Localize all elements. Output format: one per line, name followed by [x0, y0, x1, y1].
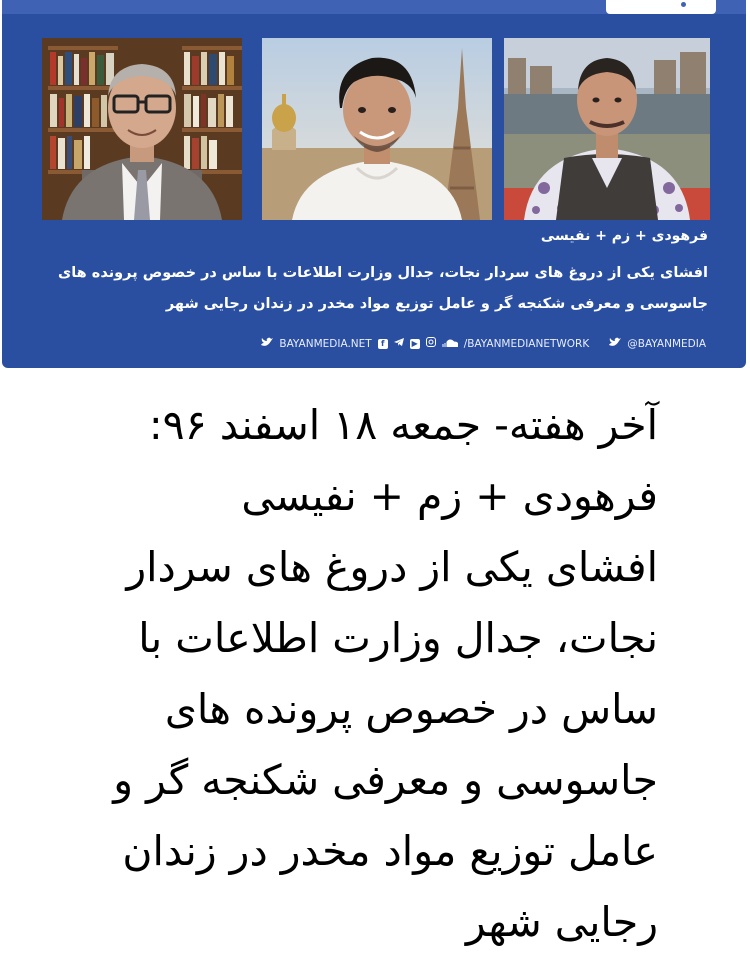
soundcloud-icon[interactable] — [442, 338, 458, 350]
youtube-icon[interactable]: ▶ — [411, 338, 418, 348]
top-card — [606, 0, 716, 14]
caption-line: رجایی شهر — [465, 898, 658, 946]
banner-headline-line: افشای یکی از دروغ های سردار نجات، جدال وزارت اطلاعات با ساس در خصوص پرونده های — [57, 265, 708, 281]
telegram-icon[interactable] — [394, 337, 404, 350]
caption-line: آخر هفته- جمعه ۱۸ اسفند ۹۶: — [148, 401, 658, 449]
post-caption — [18, 390, 658, 958]
instagram-icon[interactable] — [426, 337, 436, 350]
caption-line: فرهودی + زم + نفیسی — [241, 472, 658, 520]
banner-footer — [261, 337, 706, 350]
guest-photo-right — [504, 38, 710, 220]
twitter-icon[interactable] — [609, 337, 621, 350]
twitter-icon[interactable] — [261, 337, 273, 350]
guest-photo-left — [42, 38, 242, 220]
caption-line: نجات، جدال وزارت اطلاعات با — [138, 614, 658, 662]
facebook-icon[interactable]: f — [378, 339, 388, 349]
caption-line: جاسوسی و معرفی شکنجه گر و — [113, 756, 658, 804]
banner-headline — [36, 258, 708, 320]
caption-line: افشای یکی از دروغ های سردار — [126, 543, 658, 591]
banner-names: فرهودی + زم + نفیسی — [540, 228, 708, 244]
dot-icon — [681, 2, 686, 7]
handle-link[interactable]: @BAYANMEDIA — [627, 337, 706, 350]
network-link[interactable]: /BAYANMEDIANETWORK — [463, 337, 590, 350]
guest-photo-middle — [262, 38, 492, 220]
caption-line: ساس در خصوص پرونده های — [164, 685, 658, 733]
banner-headline-line: جاسوسی و معرفی شکنجه گر و عامل توزیع مواد مخدر در زندان رجایی شهر — [165, 296, 708, 312]
video-thumbnail-banner[interactable] — [2, 0, 746, 368]
website-link[interactable]: BAYANMEDIA.NET — [279, 337, 372, 350]
caption-line: عامل توزیع مواد مخدر در زندان — [122, 827, 658, 875]
banner-top-strip — [2, 0, 746, 14]
